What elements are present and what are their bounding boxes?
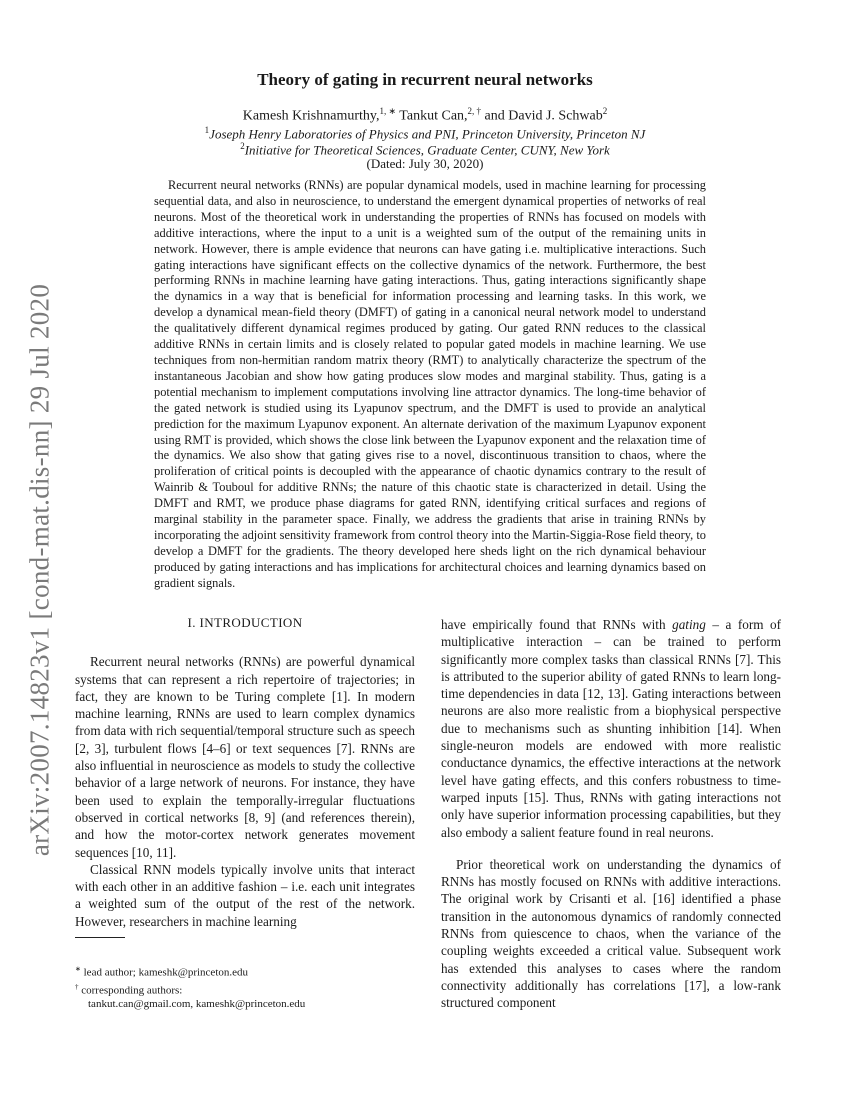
footnote-1-text: lead author; kameshk@princeton.edu <box>80 966 249 979</box>
affiliation-1-mark: 1 <box>204 125 210 135</box>
author-3-mark: 2 <box>602 106 608 116</box>
author-1: Kamesh Krishnamurthy, <box>242 108 380 124</box>
footnote-1 <box>75 962 415 980</box>
footnote-1-mark: ∗ <box>75 965 81 973</box>
paragraph-3-start: have empirically found that RNNs with <box>441 617 673 632</box>
intro-paragraph-3 <box>441 616 781 841</box>
arxiv-id: arXiv:2007.14823v1 [cond-mat.dis-nn] 29 Jul 2020 <box>24 283 55 857</box>
footnotes <box>75 962 415 1011</box>
author-list <box>0 106 850 125</box>
right-column <box>441 616 781 1012</box>
paper-title: Theory of gating in recurrent neural networks <box>257 70 593 89</box>
abstract: Recurrent neural networks (RNNs) are popular dynamical models, used in machine learning for processing sequential data, and also in neuroscience, to understand the emergent dynamical properties of networks of real neurons. Most of the theoretical work in understanding the properties of RNNs has focused on models with additive interactions, where the input to a unit is a weighted sum of the output of the remaining units in network. However, there is ample evidence that neurons can have gating i.e. multiplicative interactions. Such gating interactions have significant effects on the collective dynamics of the network. Furthermore, the best performing RNNs in machine learning have gating interactions. Thus, gating interactions significantly shape the dynamics in a way that is beneficial for information processing and learning tasks. In this work, we develop a dynamical mean-field theory (DMFT) of gating in a canonical neural network model to understand the qualitatively different dynamical regimes produced by gating. Our gated RNN reduces to the classical additive RNNs in certain limits and is closely related to popular gated models in machine learning. We use techniques from non-hermitian random matrix theory (RMT) to analytically characterize the spectrum of the instantaneous Jacobian and show how gating produces slow modes and marginal stability. Thus, gating is a potential mechanism to implement computations involving line attractor dynamics. The long-time behavior of the gated network is studied using its Lyapunov spectrum, and the DMFT is used to provide an analytical prediction for the maximum Lyapunov exponent. An alternate derivation of the maximum Lyapunov exponent using RMT is provided, which shows the close link between the Lyapunov exponent and the relaxation time of the dynamics. We also show that gating gives rise to a novel, discontinuous transition to chaos, where the proliferation of critical points is decoupled with the appearance of chaotic dynamics contrary to the result of Wainrib & Touboul for additive RNNs; the nature of this chaotic state is characterized in detail. Using the DMFT and RMT, we produce phase diagrams for gated RNN, identifying critical surfaces and regions of marginal stability in the parameter space. Finally, we address the gradients that arise in training RNNs by incorporating the adjoint sensitivity framework from control theory into the Martin-Siggia-Rose field theory, to develop a DMFT for the gradients. The theory developed here sheds light on the rich dynamical behaviour produced by gating interactions and has implications for architectural choices and learning dynamics based on gradient signals. <box>154 178 706 590</box>
footnote-2 <box>75 980 415 998</box>
gating-emphasis: gating <box>672 617 706 632</box>
affiliation-2-mark: 2 <box>240 141 245 151</box>
footnote-2-text: corresponding authors: <box>78 984 183 997</box>
intro-paragraph-4: Prior theoretical work on understanding the dynamics of RNNs has mostly focused on RNNs with additive interactions. The original work by Crisanti et al. [16] identified a phase transition in the autonomous dynamics of randomly connected RNNs from quiescence to chaos, when the variance of the coupling weights exceeded a critical value. Subsequent work has extended this analyses to cases where the random connectivity additionally has correlations [17], a low-rank structured component <box>441 856 781 1011</box>
section-heading: I. INTRODUCTION <box>187 615 303 630</box>
footnote-divider <box>75 937 125 938</box>
author-3: and David J. Schwab <box>481 108 603 124</box>
intro-paragraph-1: Recurrent neural networks (RNNs) are powerful dynamical systems that can represent a rich repertoire of trajectories; in fact, they are known to be Turing complete [1]. In modern machine learning, RNNs are used to learn complex dynamics from data with rich sequential/temporal structure such as speech [2, 3], turbulent flows [4–6] or text sequences [7]. RNNs are also influential in neuroscience as models to study the collective behavior of a large network of neurons. For instance, they have been used to explain the temporally-irregular fluctuations observed in cortical networks [8, 9] (and references therein), and how the motor-cortex network generates movement sequences [10, 11]. <box>75 654 415 860</box>
affiliation-1-text: Joseph Henry Laboratories of Physics and PNI, Princeton University, Princeton NJ <box>209 126 646 142</box>
footnote-2-emails: tankut.can@gmail.com, kameshk@princeton.edu <box>88 998 306 1011</box>
date-line: (Dated: July 30, 2020) <box>366 156 484 171</box>
intro-paragraph-2: Classical RNN models typically involve units that interact with each other in an additive fashion – i.e. each unit integrates a weighted sum of the output of the rest of the network. However, researchers in machine learning <box>75 861 415 929</box>
author-2-mark: 2, † <box>467 106 482 116</box>
author-1-mark: 1, ∗ <box>379 106 397 116</box>
arxiv-watermark <box>22 260 58 880</box>
left-column <box>75 614 415 930</box>
paragraph-3-rest: – a form of multiplicative interaction – can be trained to perform significantly more complex tasks than classical RNNs [7]. This is attributed to the superior ability of gated RNNs to learn long-time dependencies in data [12, 13]. Gating interactions between neurons are also more realistic from a biophysical perspective due to mechanisms such as shunting inhibition [14]. When single-neuron models are endowed with more realistic conductance dynamics, the effective interactions at the network level have gating effects, and this confers robustness to time-warped inputs [15]. Thus, RNNs with gating interactions not only have superior information processing capabilities, but they also embody a salient feature found in real neurons. <box>441 617 781 840</box>
author-2: Tankut Can, <box>399 108 468 124</box>
footnote-2-mark: † <box>75 982 79 991</box>
affiliation-2-text: Initiative for Theoretical Sciences, Graduate Center, CUNY, New York <box>244 142 610 158</box>
affiliation-1 <box>0 125 850 142</box>
